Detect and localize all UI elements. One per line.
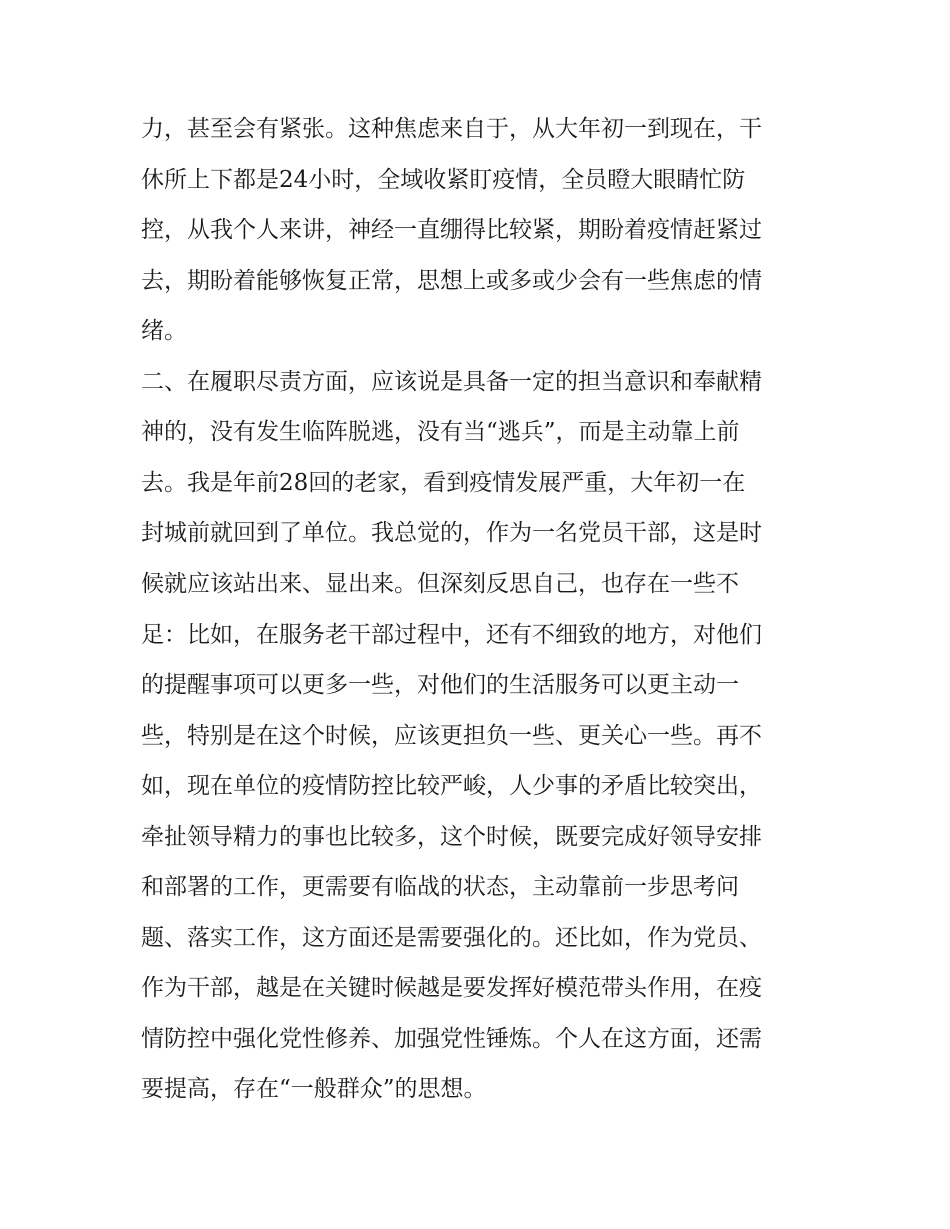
text-line: 要提高，存在“一般群众”的思想。 — [141, 1076, 487, 1102]
text-line: 去，期盼着能够恢复正常，思想上或多或少会有一些焦虑的情 — [141, 268, 762, 294]
text-line: 作为干部，越是在关键时候越是要发挥好模范带头作用，在疫 — [141, 975, 762, 1001]
text-line: 力，甚至会有紧张。这种焦虑来自于，从大年初一到现在，干 — [141, 116, 762, 142]
text-line: 神的，没有发生临阵脱逃，没有当“逃兵”，而是主动靠上前 — [141, 419, 740, 445]
text-line: 足：比如，在服务老干部过程中，还有不细致的地方，对他们 — [141, 622, 762, 648]
text-line: 控，从我个人来讲，神经一直绷得比较紧，期盼着疫情赶紧过 — [141, 217, 762, 243]
text-line: 封城前就回到了单位。我总觉的，作为一名党员干部，这是时 — [141, 520, 762, 546]
text-line: 和部署的工作，更需要有临战的状态，主动靠前一步思考问 — [141, 874, 739, 900]
text-line: 题、落实工作，这方面还是需要强化的。还比如，作为党员、 — [141, 925, 762, 951]
text-line: 些，特别是在这个时候，应该更担负一些、更关心一些。再不 — [141, 723, 762, 749]
text-line: 如，现在单位的疫情防控比较严峻，人少事的矛盾比较突出， — [141, 773, 762, 799]
text-line: 情防控中强化党性修养、加强党性锤炼。个人在这方面，还需 — [141, 1026, 762, 1052]
text-line: 绪。 — [141, 318, 187, 344]
text-line: 二、在履职尽责方面，应该说是具备一定的担当意识和奉献精 — [141, 369, 762, 395]
text-line: 牵扯领导精力的事也比较多，这个时候，既要完成好领导安排 — [141, 824, 762, 850]
text-line: 候就应该站出来、显出来。但深刻反思自己，也存在一些不 — [141, 571, 739, 597]
text-line: 去。我是年前28回的老家，看到疫情发展严重，大年初一在 — [141, 470, 746, 496]
text-line: 的提醒事项可以更多一些，对他们的生活服务可以更主动一 — [141, 672, 739, 698]
text-line: 休所上下都是24小时，全域收紧盯疫情，全员瞪大眼睛忙防 — [141, 167, 746, 193]
